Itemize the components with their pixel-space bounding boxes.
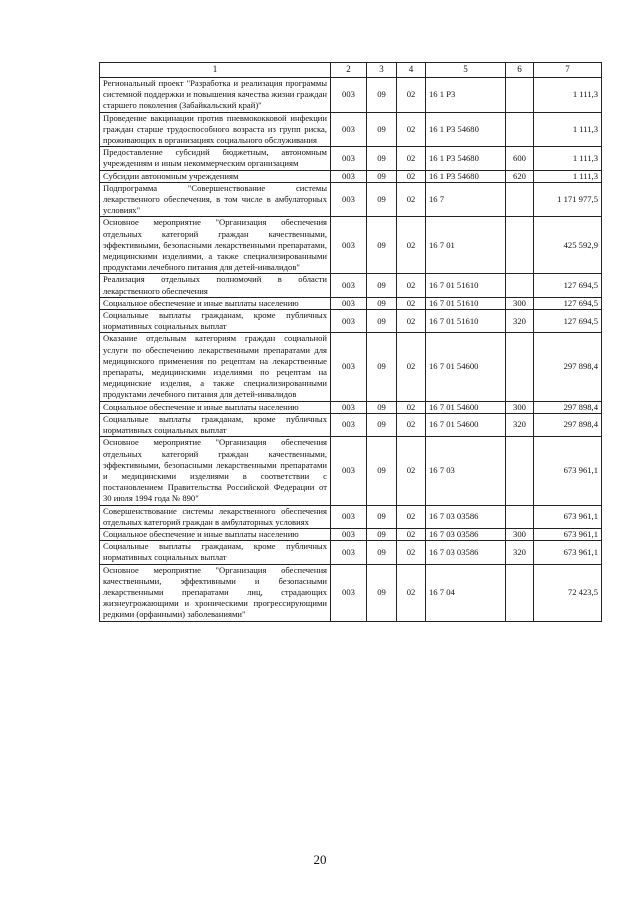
section-cell: 09 [367,182,397,217]
expense-type-cell [506,505,534,528]
table-row [100,112,602,147]
admin-code-cell: 003 [331,333,367,401]
target-article-cell: 16 7 03 [426,437,506,505]
expense-type-cell: 320 [506,413,534,436]
target-article-cell: 16 7 [426,182,506,217]
table-header-row [100,63,602,78]
admin-code-cell: 003 [331,437,367,505]
expense-type-cell [506,182,534,217]
section-cell: 09 [367,413,397,436]
amount-cell: 673 961,1 [534,505,602,528]
header-cell: 2 [331,63,367,78]
amount-cell: 127 694,5 [534,297,602,309]
target-article-cell: 16 7 03 03586 [426,541,506,564]
amount-cell: 297 898,4 [534,333,602,401]
expense-type-cell [506,78,534,113]
section-cell: 09 [367,297,397,309]
header-cell: 5 [426,63,506,78]
expense-type-cell: 300 [506,401,534,413]
row-name-cell: Совершенствование системы лекарственного обеспечения отдельных категорий граждан в амбулаторных условиях [100,505,331,528]
budget-table [99,62,602,622]
section-cell: 09 [367,147,397,170]
section-cell: 09 [367,541,397,564]
table-row [100,182,602,217]
row-name-cell: Оказание отдельным категориям граждан социальной услуги по обеспечению лекарственными препаратами для медицинского применения по рецептам на лекарственные препараты, медицинскими изделиями по рецептам на медицинские изделия, а также специализированными продуктами лечебного питания для детей-инвалидов [100,333,331,401]
expense-type-cell [506,274,534,297]
expense-type-cell [506,112,534,147]
target-article-cell: 16 7 01 51610 [426,274,506,297]
expense-type-cell: 320 [506,310,534,333]
header-cell: 1 [100,63,331,78]
subsection-cell: 02 [397,564,426,621]
row-name-cell: Социальные выплаты гражданам, кроме публичных нормативных социальных выплат [100,541,331,564]
amount-cell: 297 898,4 [534,401,602,413]
section-cell: 09 [367,564,397,621]
subsection-cell: 02 [397,182,426,217]
row-name-cell: Реализация отдельных полномочий в области лекарственного обеспечения [100,274,331,297]
table-row [100,297,602,309]
amount-cell: 673 961,1 [534,528,602,540]
subsection-cell: 02 [397,528,426,540]
target-article-cell: 16 1 Р3 54680 [426,112,506,147]
row-name-cell: Предоставление субсидий бюджетным, автономным учреждениям и иным некоммерческим организациям [100,147,331,170]
table-row [100,217,602,274]
target-article-cell: 16 1 Р3 [426,78,506,113]
row-name-cell: Региональный проект "Разработка и реализация программы системной поддержки и повышения качества жизни граждан старшего поколения (Забайкальский край)" [100,78,331,113]
table-row [100,147,602,170]
subsection-cell: 02 [397,112,426,147]
page-number: 20 [313,852,327,867]
header-cell: 7 [534,63,602,78]
amount-cell: 425 592,9 [534,217,602,274]
admin-code-cell: 003 [331,147,367,170]
target-article-cell: 16 1 Р3 54680 [426,170,506,182]
section-cell: 09 [367,401,397,413]
header-cell: 6 [506,63,534,78]
expense-type-cell [506,564,534,621]
subsection-cell: 02 [397,505,426,528]
section-cell: 09 [367,333,397,401]
subsection-cell: 02 [397,297,426,309]
row-name-cell: Социальные выплаты гражданам, кроме публичных нормативных социальных выплат [100,310,331,333]
section-cell: 09 [367,437,397,505]
row-name-cell: Основное мероприятие "Организация обеспечения качественными, эффективными и безопасными лекарственными препаратами лиц, страдающих жизнеугрожающими и хроническими прогрессирующими редкими (орфанными) заболеваниями" [100,564,331,621]
admin-code-cell: 003 [331,564,367,621]
target-article-cell: 16 7 01 [426,217,506,274]
expense-type-cell: 620 [506,170,534,182]
table-row [100,437,602,505]
row-name-cell: Социальное обеспечение и иные выплаты населению [100,528,331,540]
admin-code-cell: 003 [331,274,367,297]
amount-cell: 127 694,5 [534,310,602,333]
table-row [100,541,602,564]
target-article-cell: 16 7 03 03586 [426,528,506,540]
expense-type-cell [506,437,534,505]
subsection-cell: 02 [397,170,426,182]
section-cell: 09 [367,310,397,333]
expense-type-cell: 300 [506,297,534,309]
expense-type-cell: 320 [506,541,534,564]
admin-code-cell: 003 [331,310,367,333]
subsection-cell: 02 [397,541,426,564]
admin-code-cell: 003 [331,112,367,147]
amount-cell: 127 694,5 [534,274,602,297]
table-row [100,274,602,297]
amount-cell: 1 171 977,5 [534,182,602,217]
target-article-cell: 16 7 04 [426,564,506,621]
admin-code-cell: 003 [331,528,367,540]
subsection-cell: 02 [397,78,426,113]
admin-code-cell: 003 [331,401,367,413]
section-cell: 09 [367,274,397,297]
amount-cell: 1 111,3 [534,147,602,170]
row-name-cell: Социальные выплаты гражданам, кроме публичных нормативных социальных выплат [100,413,331,436]
table-row [100,413,602,436]
expense-type-cell: 600 [506,147,534,170]
table-row [100,505,602,528]
section-cell: 09 [367,217,397,274]
admin-code-cell: 003 [331,182,367,217]
target-article-cell: 16 7 01 54600 [426,333,506,401]
subsection-cell: 02 [397,413,426,436]
table-row [100,401,602,413]
row-name-cell: Подпрограмма "Совершенствование системы лекарственного обеспечения, в том числе в амбулаторных условиях" [100,182,331,217]
row-name-cell: Проведение вакцинации против пневмококковой инфекции граждан старше трудоспособного возраста из групп риска, проживающих в организациях социального обслуживания [100,112,331,147]
subsection-cell: 02 [397,333,426,401]
subsection-cell: 02 [397,147,426,170]
row-name-cell: Основное мероприятие "Организация обеспечения отдельных категорий граждан качественными, эффективными, безопасными лекарственными препаратами, медицинскими изделиями, а также специализированными продуктами лечебного питания для детей-инвалидов" [100,217,331,274]
table-row [100,528,602,540]
admin-code-cell: 003 [331,297,367,309]
admin-code-cell: 003 [331,217,367,274]
row-name-cell: Социальное обеспечение и иные выплаты населению [100,401,331,413]
subsection-cell: 02 [397,310,426,333]
subsection-cell: 02 [397,437,426,505]
expense-type-cell: 300 [506,528,534,540]
table-row [100,333,602,401]
row-name-cell: Социальное обеспечение и иные выплаты населению [100,297,331,309]
header-cell: 4 [397,63,426,78]
amount-cell: 72 423,5 [534,564,602,621]
table-row [100,564,602,621]
admin-code-cell: 003 [331,170,367,182]
amount-cell: 1 111,3 [534,170,602,182]
amount-cell: 1 111,3 [534,78,602,113]
subsection-cell: 02 [397,401,426,413]
amount-cell: 673 961,1 [534,437,602,505]
target-article-cell: 16 7 03 03586 [426,505,506,528]
target-article-cell: 16 1 Р3 54680 [426,147,506,170]
table-row [100,78,602,113]
admin-code-cell: 003 [331,78,367,113]
expense-type-cell [506,217,534,274]
target-article-cell: 16 7 01 51610 [426,297,506,309]
expense-type-cell [506,333,534,401]
amount-cell: 673 961,1 [534,541,602,564]
amount-cell: 297 898,4 [534,413,602,436]
admin-code-cell: 003 [331,413,367,436]
row-name-cell: Субсидии автономным учреждениям [100,170,331,182]
subsection-cell: 02 [397,274,426,297]
target-article-cell: 16 7 01 54600 [426,413,506,436]
table-row [100,170,602,182]
admin-code-cell: 003 [331,505,367,528]
section-cell: 09 [367,505,397,528]
admin-code-cell: 003 [331,541,367,564]
target-article-cell: 16 7 01 51610 [426,310,506,333]
target-article-cell: 16 7 01 54600 [426,401,506,413]
section-cell: 09 [367,78,397,113]
table-row [100,310,602,333]
amount-cell: 1 111,3 [534,112,602,147]
section-cell: 09 [367,112,397,147]
section-cell: 09 [367,170,397,182]
section-cell: 09 [367,528,397,540]
header-cell: 3 [367,63,397,78]
subsection-cell: 02 [397,217,426,274]
row-name-cell: Основное мероприятие "Организация обеспечения отдельных категорий граждан качественными, эффективными, безопасными лекарственными препаратами и медицинскими изделиями в соответствии с постановлением Правительства Российской Федерации от 30 июля 1994 года № 890" [100,437,331,505]
